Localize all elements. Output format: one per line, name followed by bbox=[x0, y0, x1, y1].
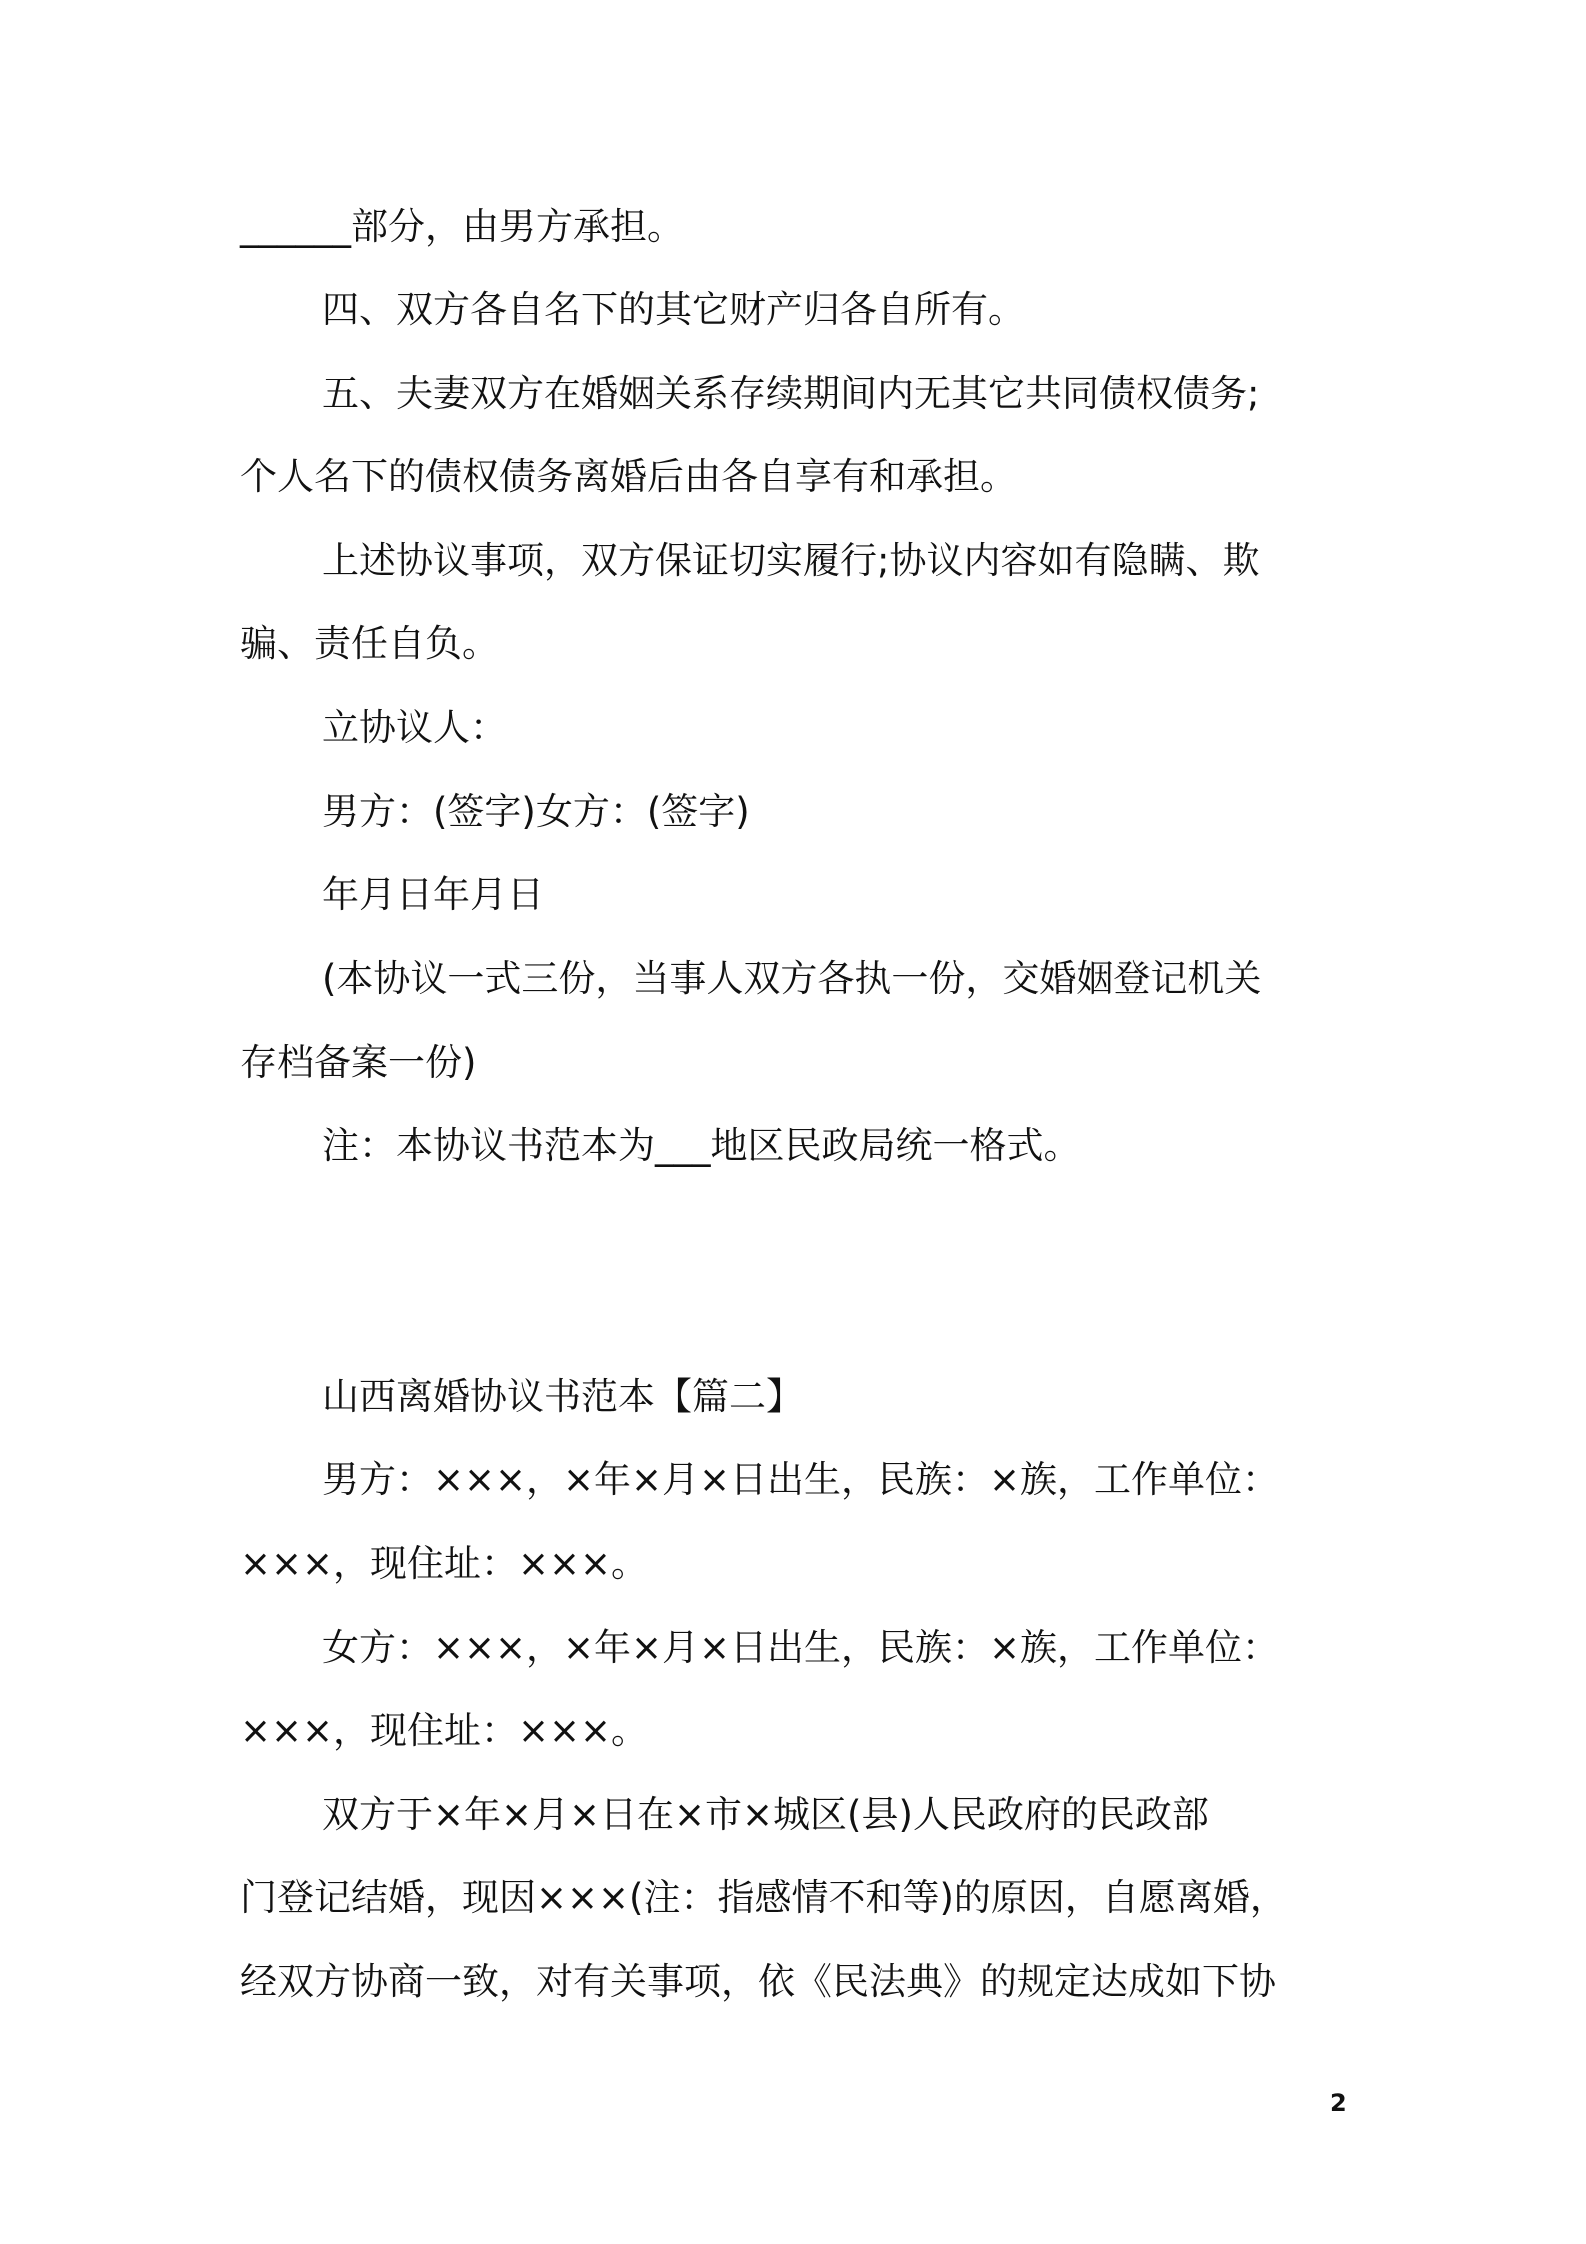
text-line: 注：本协议书范本为___地区民政局统一格式。 bbox=[322, 1124, 1081, 1167]
text-line: 女方：×××，×年×月×日出生，民族：×族，工作单位： bbox=[322, 1626, 1280, 1669]
text-line: 门登记结婚，现因×××(注：指感情不和等)的原因，自愿离婚， bbox=[240, 1876, 1287, 1919]
text-line: ______部分，由男方承担。 bbox=[240, 205, 684, 248]
text-line: 存档备案一份) bbox=[240, 1041, 477, 1084]
text-line: 五、夫妻双方在婚姻关系存续期间内无其它共同债权债务; bbox=[322, 372, 1260, 415]
text-line: 骗、责任自负。 bbox=[240, 622, 499, 665]
text-line: 四、双方各自名下的其它财产归各自所有。 bbox=[322, 288, 1025, 331]
text-line: 经双方协商一致，对有关事项，依《民法典》的规定达成如下协 bbox=[240, 1960, 1276, 2003]
text-line: (本协议一式三份，当事人双方各执一份，交婚姻登记机关 bbox=[322, 957, 1262, 1000]
text-line: 男方：×××，×年×月×日出生，民族：×族，工作单位： bbox=[322, 1458, 1280, 1501]
text-line: 男方：(签字)女方：(签字) bbox=[322, 790, 750, 833]
text-line: 个人名下的债权债务离婚后由各自享有和承担。 bbox=[240, 455, 1017, 498]
text-line: 立协议人： bbox=[322, 706, 507, 749]
text-line: 上述协议事项，双方保证切实履行;协议内容如有隐瞒、欺 bbox=[322, 539, 1260, 582]
text-line: ×××，现住址：×××。 bbox=[240, 1542, 649, 1585]
page-number: 2 bbox=[1330, 2089, 1347, 2117]
section-heading: 山西离婚协议书范本【篇二】 bbox=[322, 1375, 803, 1418]
text-line: 双方于×年×月×日在×市×城区(县)人民政府的民政部 bbox=[322, 1793, 1209, 1836]
text-line: ×××，现住址：×××。 bbox=[240, 1709, 649, 1752]
text-line: 年月日年月日 bbox=[322, 873, 544, 916]
